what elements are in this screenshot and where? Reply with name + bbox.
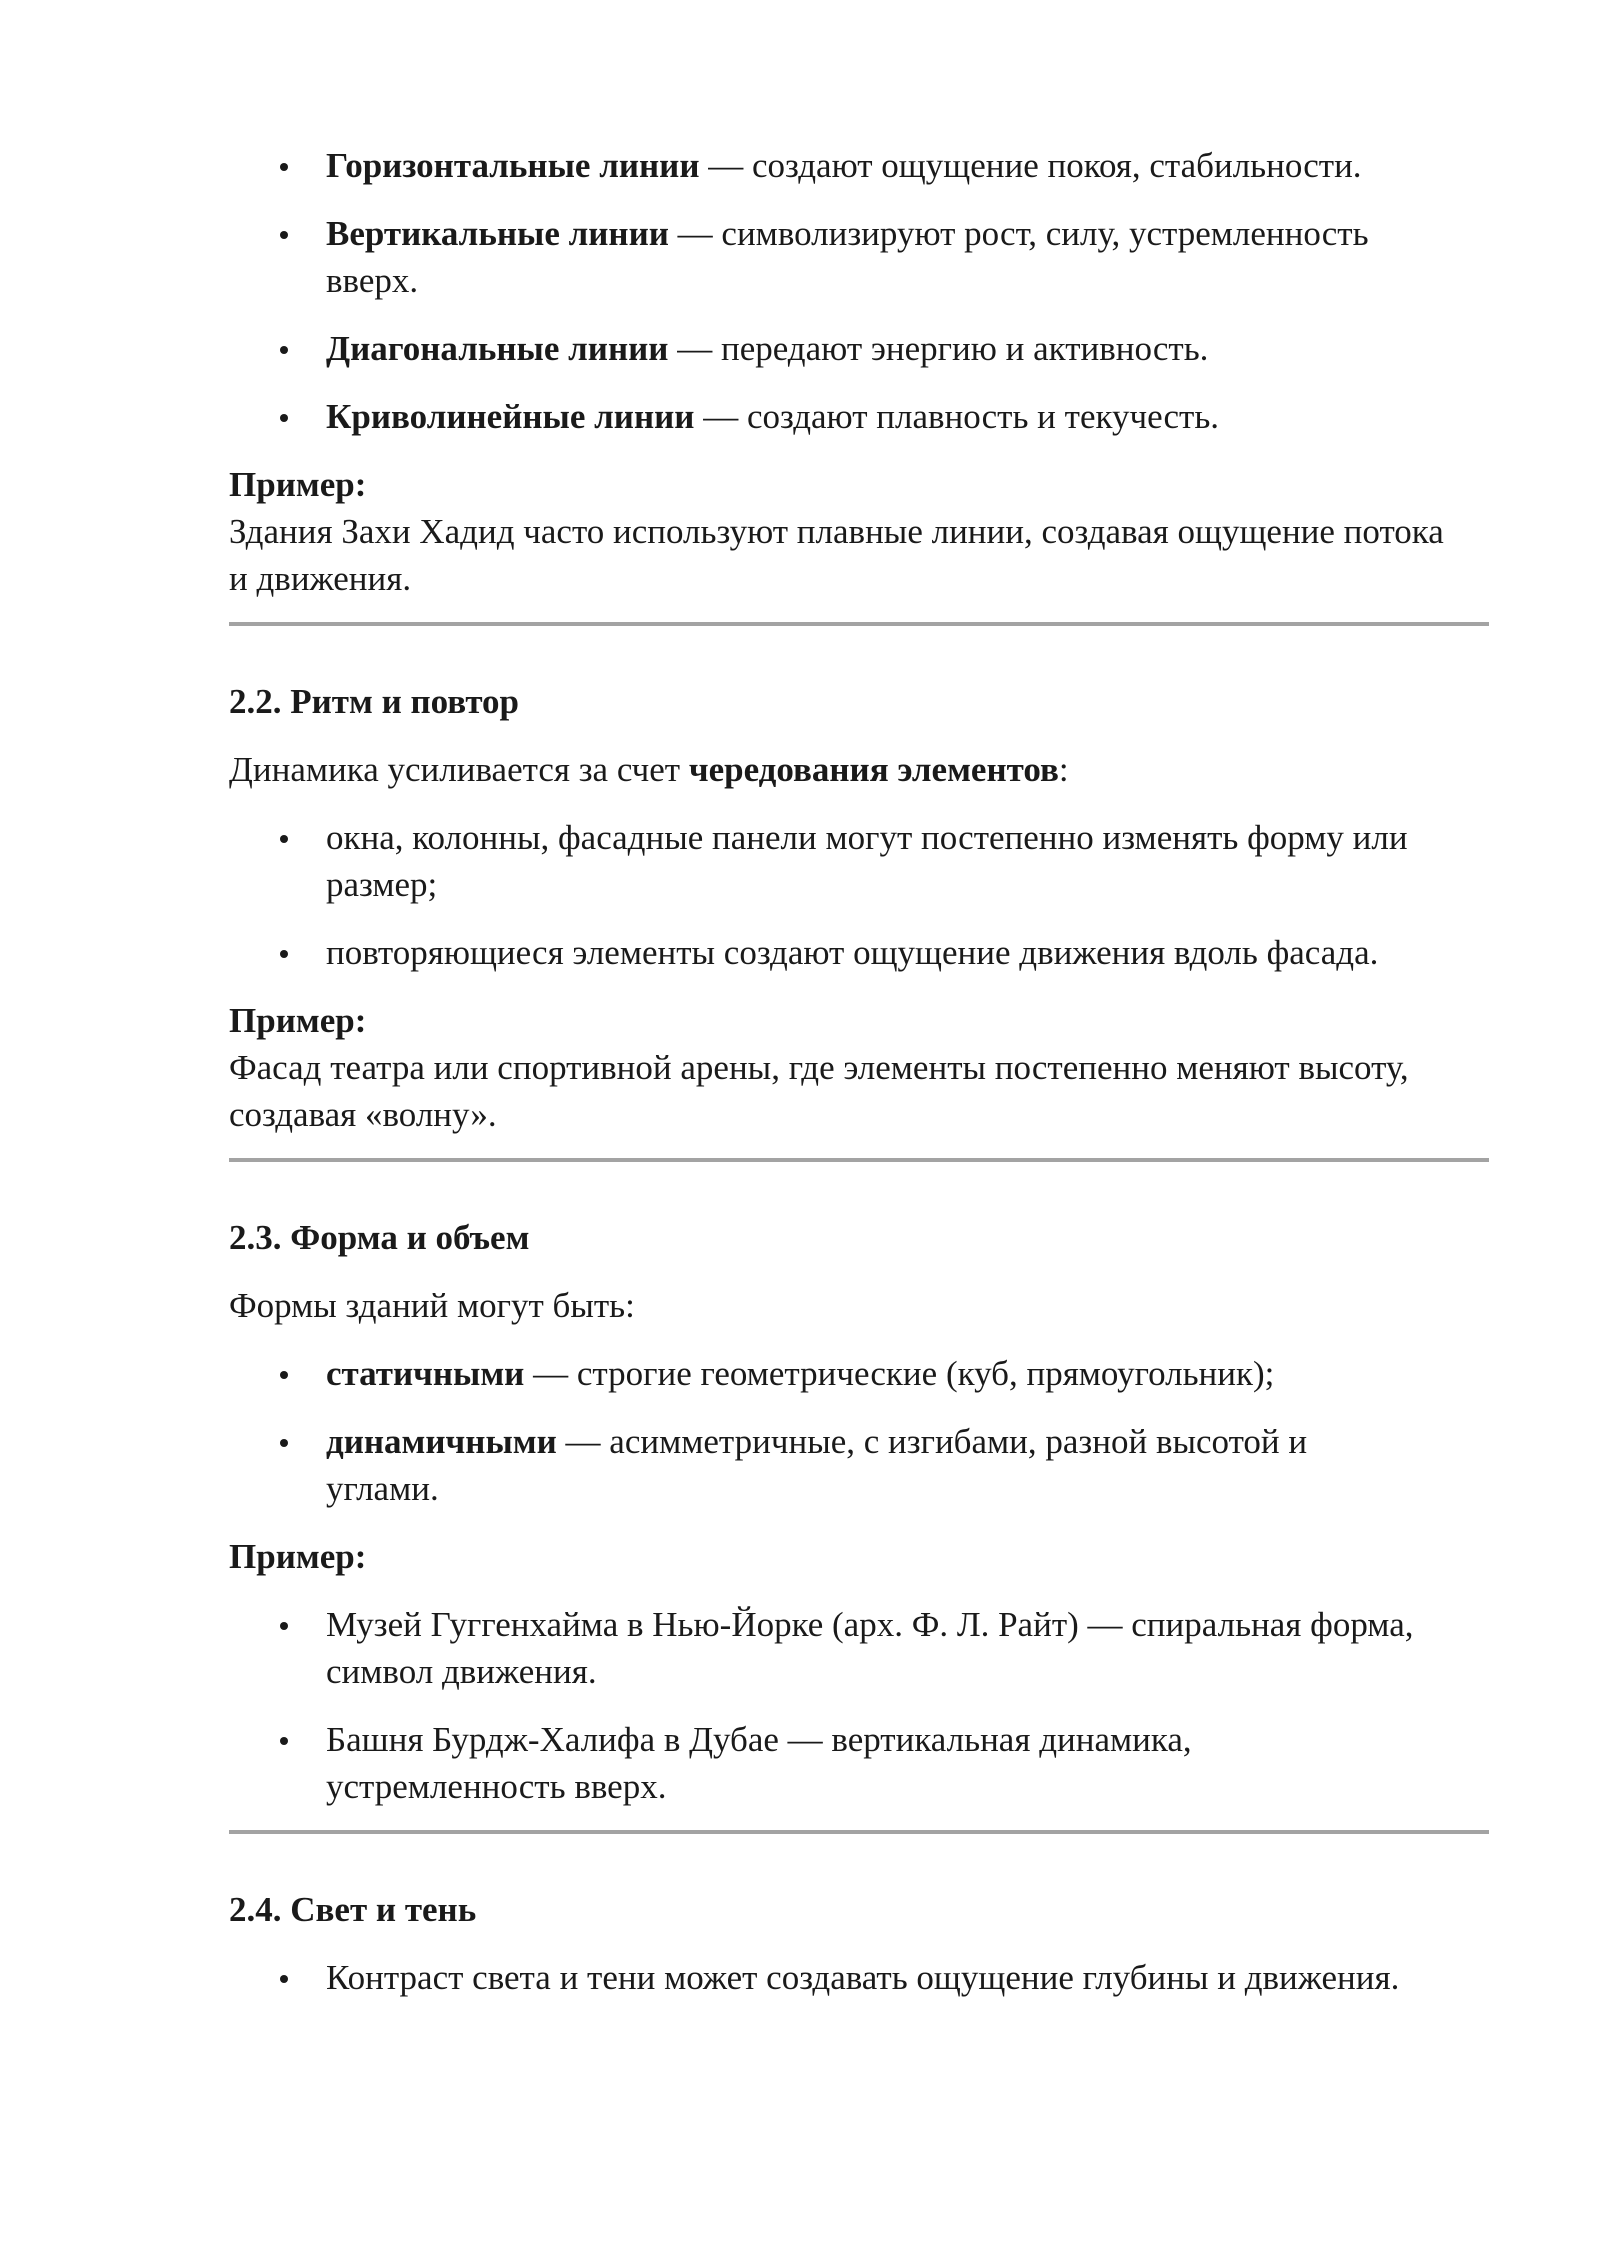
list-item xyxy=(229,142,1466,189)
example-text: Здания Захи Хадид часто используют плавные линии, создавая ощущение потока и движения. xyxy=(229,512,1444,598)
list-item xyxy=(229,1418,1396,1512)
list-item xyxy=(229,325,1466,372)
definition: — создают плавность и текучесть. xyxy=(694,397,1220,436)
section-intro: Формы зданий могут быть: xyxy=(229,1286,635,1325)
term: Вертикальные линии xyxy=(326,214,669,253)
term: Криволинейные линии xyxy=(326,397,695,436)
list-item: повторяющиеся элементы создают ощущение движения вдоль фасада. xyxy=(229,929,1489,976)
rhythm-bullet-list xyxy=(229,814,1489,976)
term: статичными xyxy=(326,1354,525,1393)
light-bullet-list xyxy=(229,1954,1489,2001)
intro-emphasis: чередования элементов xyxy=(688,750,1059,789)
example-text: Фасад театра или спортивной арены, где элементы постепенно меняют высоту, создавая «волну». xyxy=(229,1048,1409,1134)
example-label: Пример: xyxy=(229,1001,367,1040)
list-item: Музей Гуггенхайма в Нью-Йорке (арх. Ф. Л. Райт) — спиральная форма, символ движения. xyxy=(229,1601,1436,1695)
section-divider xyxy=(229,622,1489,626)
section-heading: 2.2. Ритм и повтор xyxy=(229,682,520,721)
section-heading: 2.3. Форма и объем xyxy=(229,1218,530,1257)
term: динамичными xyxy=(326,1422,557,1461)
list-item xyxy=(229,393,1466,440)
list-item xyxy=(229,1350,1466,1397)
section-divider xyxy=(229,1158,1489,1162)
term: Диагональные линии xyxy=(326,329,669,368)
definition: — передают энергию и активность. xyxy=(668,329,1209,368)
document-page xyxy=(229,142,1489,2001)
section-divider xyxy=(229,1830,1489,1834)
list-item xyxy=(229,210,1466,304)
definition: — создают ощущение покоя, стабильности. xyxy=(699,146,1362,185)
section-intro xyxy=(229,746,1489,793)
examples-bullet-list xyxy=(229,1601,1489,1810)
intro-tail: : xyxy=(1058,750,1069,789)
list-item: Башня Бурдж-Халифа в Дубае — вертикальная динамика, устремленность вверх. xyxy=(229,1716,1326,1810)
definition: — строгие геометрические (куб, прямоугольник); xyxy=(524,1354,1275,1393)
form-bullet-list xyxy=(229,1350,1489,1512)
intro-text: Динамика усиливается за счет xyxy=(229,750,689,789)
term: Горизонтальные линии xyxy=(326,146,700,185)
definition: — асимметричные, с изгибами, разной высотой и углами. xyxy=(326,1422,1308,1508)
definition: — символизируют рост, силу, устремленность вверх. xyxy=(326,214,1369,300)
section-heading: 2.4. Свет и тень xyxy=(229,1890,477,1929)
list-item: окна, колонны, фасадные панели могут постепенно изменять форму или размер; xyxy=(229,814,1436,908)
example-label: Пример: xyxy=(229,465,367,504)
example-label: Пример: xyxy=(229,1537,367,1576)
list-item: Контраст света и тени может создавать ощущение глубины и движения. xyxy=(229,1954,1489,2001)
lines-bullet-list xyxy=(229,142,1489,440)
